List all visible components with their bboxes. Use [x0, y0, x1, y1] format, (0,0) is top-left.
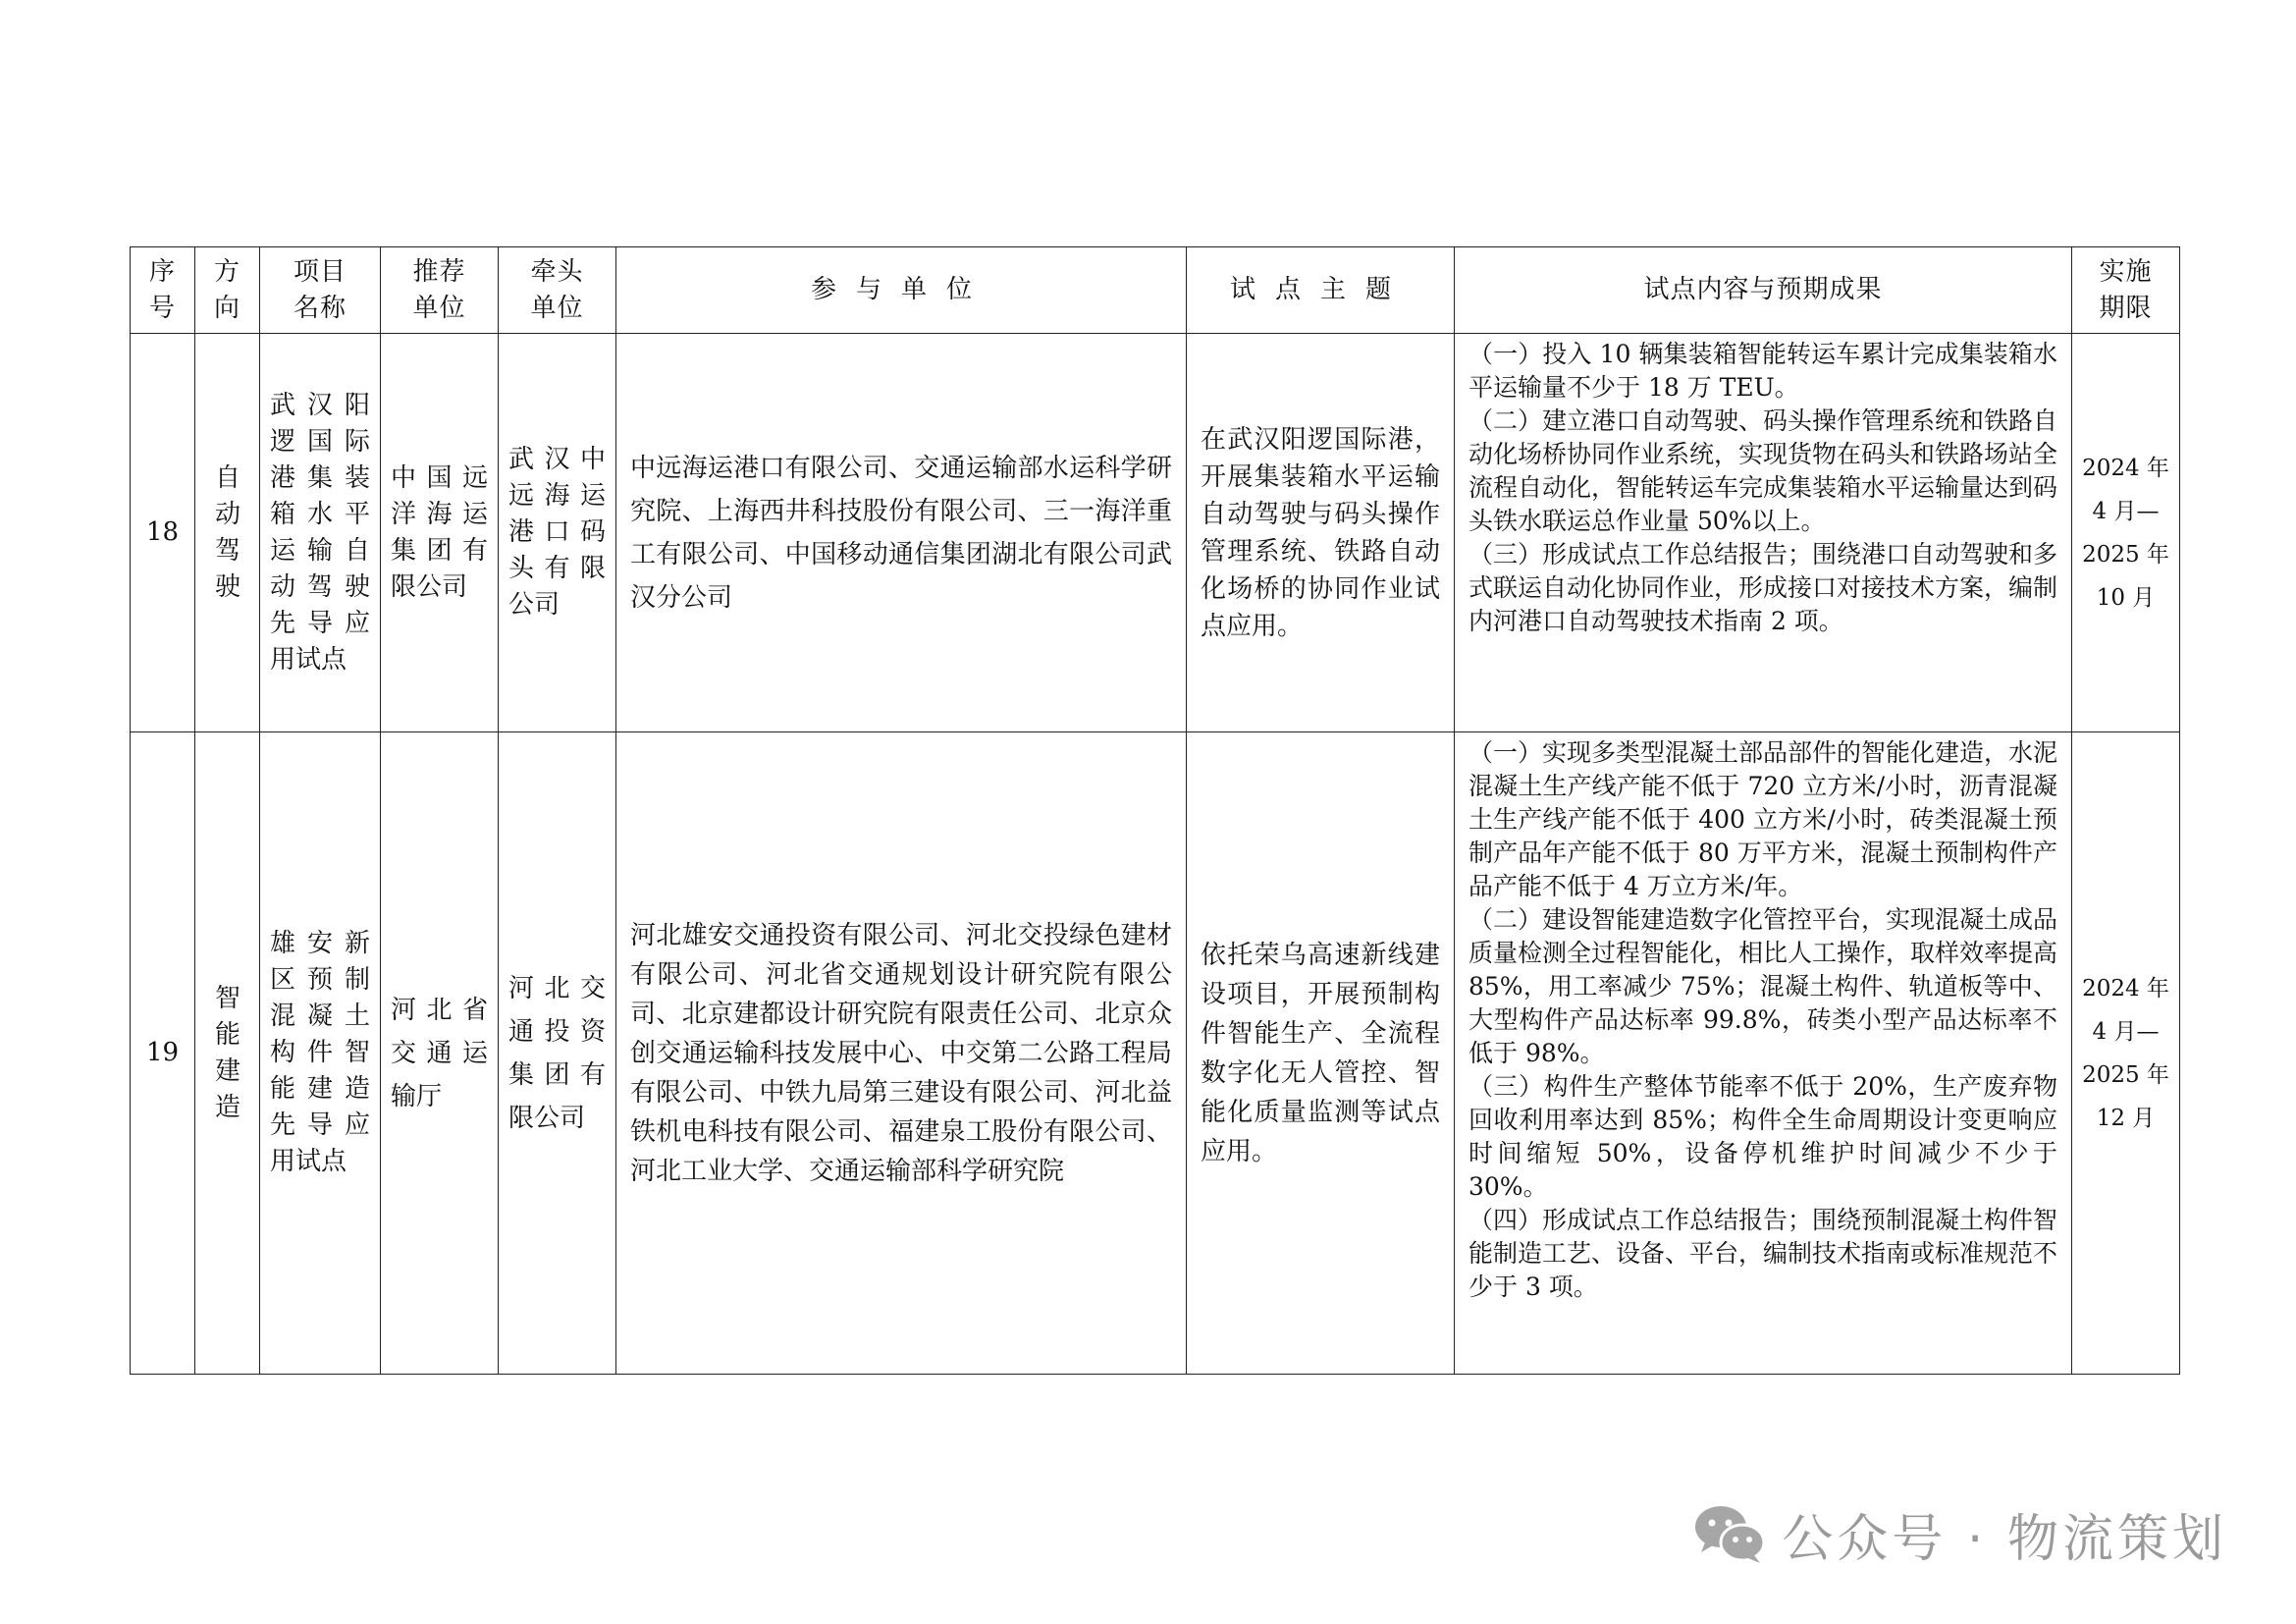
cell-recommender: 河北省交通运输厅 — [381, 732, 499, 1375]
cell-seq: 19 — [131, 732, 195, 1375]
content-item: （二）建立港口自动驾驶、码头操作管理系统和铁路自动化场桥协同作业系统，实现货物在码头和铁路场站全流程自动化，智能转运车完成集装箱水平运输量达到码头铁水联运总作业量 50%以上。 — [1468, 406, 2058, 535]
content-item: （一）投入 10 辆集装箱智能转运车累计完成集装箱水平运输量不少于 18 万 TEU。 — [1468, 340, 2057, 402]
header-participants: 参与单位 — [616, 247, 1187, 334]
content-item: （三）构件生产整体节能率不低于 20%，生产废弃物回收利用率达到 85%；构件全生命周期设计变更响应时间缩短 50%，设备停机维护时间减少不少于 30%。 — [1468, 1072, 2057, 1201]
content-item: （一）实现多类型混凝土部品部件的智能化建造，水泥混凝土生产线产能不低于 720 立方米/小时，沥青混凝土生产线产能不低于 400 立方米/小时，砖类混凝土预制产品年产能不低于 80 万平方米，混凝土预制构件产品产能不低于 4 万立方米/年。 — [1468, 738, 2058, 900]
wechat-icon — [1691, 1501, 1768, 1566]
pilot-projects-table — [130, 246, 2180, 1375]
watermark-text: 公众号 · 物流策划 — [1782, 1509, 2227, 1569]
cell-seq: 18 — [131, 334, 195, 732]
cell-content — [1455, 732, 2072, 1375]
content-item: （二）建设智能建造数字化管控平台，实现混凝土成品质量检测全过程智能化，相比人工操作，取样效率提高 85%，用工率减少 75%；混凝土构件、轨道板等中、大型构件产品达标率 99.8%，砖类小型产品达标率不低于 98%。 — [1468, 905, 2058, 1067]
cell-recommender: 中国远洋海运集团有限公司 — [381, 334, 499, 732]
header-lead: 牵头 单位 — [499, 247, 616, 334]
cell-project: 武汉阳逻国际港集装箱水平运输自动驾驶先导应用试点 — [260, 334, 381, 732]
content-item: （三）形成试点工作总结报告；围绕港口自动驾驶和多式联运自动化协同作业，形成接口对接技术方案，编制内河港口自动驾驶技术指南 2 项。 — [1468, 540, 2058, 635]
cell-lead: 武汉中远海运港口码头有限公司 — [499, 334, 616, 732]
cell-content — [1455, 334, 2072, 732]
watermark — [1691, 1494, 2227, 1573]
cell-participants: 中远海运港口有限公司、交通运输部水运科学研究院、上海西井科技股份有限公司、三一海洋重工有限公司、中国移动通信集团湖北有限公司武汉分公司 — [616, 334, 1187, 732]
header-recommender: 推荐 单位 — [381, 247, 499, 334]
cell-lead: 河北交通投资集团有限公司 — [499, 732, 616, 1375]
cell-theme: 依托荣乌高速新线建设项目，开展预制构件智能生产、全流程数字化无人管控、智能化质量监测等试点应用。 — [1187, 732, 1455, 1375]
header-content: 试点内容与预期成果 — [1455, 247, 2072, 334]
cell-project: 雄安新区预制混凝土构件智能建造先导应用试点 — [260, 732, 381, 1375]
header-project: 项目 名称 — [260, 247, 381, 334]
table-row — [131, 732, 2180, 1375]
table-row — [131, 334, 2180, 732]
header-direction: 方 向 — [195, 247, 260, 334]
content-item: （四）形成试点工作总结报告；围绕预制混凝土构件智能制造工艺、设备、平台，编制技术指南或标准规范不少于 3 项。 — [1468, 1206, 2058, 1301]
cell-participants: 河北雄安交通投资有限公司、河北交投绿色建材有限公司、河北省交通规划设计研究院有限公司、北京建都设计研究院有限责任公司、北京众创交通运输科技发展中心、中交第二公路工程局有限公司、中铁九局第三建设有限公司、河北益铁机电科技有限公司、福建泉工股份有限公司、河北工业大学、交通运输部科学研究院 — [616, 732, 1187, 1375]
table-header-row — [131, 247, 2180, 334]
cell-theme: 在武汉阳逻国际港，开展集装箱水平运输自动驾驶与码头操作管理系统、铁路自动化场桥的协同作业试点应用。 — [1187, 334, 1455, 732]
header-theme: 试点主题 — [1187, 247, 1455, 334]
header-seq: 序 号 — [131, 247, 195, 334]
cell-direction: 智能建造 — [195, 732, 260, 1375]
cell-period: 2024 年 4 月— 2025 年 12 月 — [2072, 732, 2180, 1375]
header-period: 实施 期限 — [2072, 247, 2180, 334]
cell-period: 2024 年 4 月— 2025 年 10 月 — [2072, 334, 2180, 732]
cell-direction: 自动驾驶 — [195, 334, 260, 732]
